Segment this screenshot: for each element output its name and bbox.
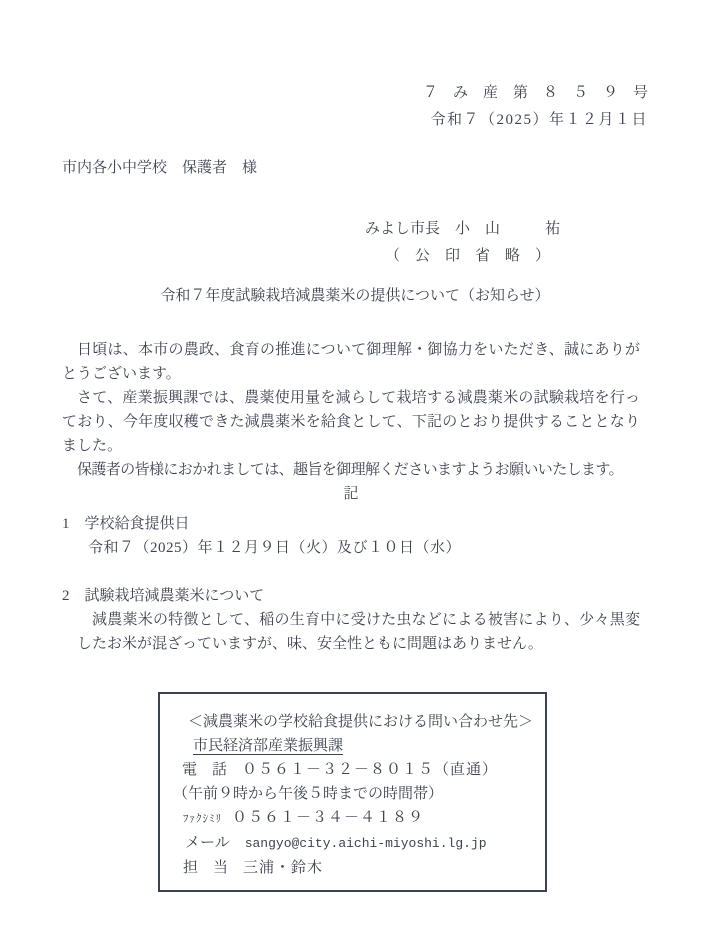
section-2-body: 減農薬米の特徴として、稲の生育中に受けた虫などによる被害により、少々黒変したお米が混ざっていますが、味、安全性ともに問題はありません。	[77, 612, 640, 652]
section-1-heading: 1 学校給食提供日	[62, 516, 190, 532]
contact-phone-row	[182, 758, 537, 782]
section-2-heading: 2 試験栽培減農薬米について	[62, 588, 265, 604]
fax-label: ﾌｧｸｼﾐﾘ	[183, 813, 222, 825]
staff-names: 三浦・鈴木	[243, 860, 324, 876]
phone-label: 電 話	[182, 762, 228, 778]
contact-box-title: ＜減農薬米の学校給食提供における問い合わせ先＞	[188, 714, 534, 730]
record-marker: 記	[343, 486, 359, 502]
contact-box	[158, 692, 547, 892]
addressee-line: 市内各小中学校 保護者 様	[62, 160, 258, 176]
document-header	[62, 80, 648, 134]
email-address: sangyo@city.aichi-miyoshi.lg.jp	[244, 836, 487, 851]
section-school-lunch-date	[62, 512, 648, 560]
contact-department: 市民経済部産業振興課	[193, 738, 344, 754]
sender-block	[365, 216, 648, 270]
seal-omitted-note: （ 公 印 省 略 ）	[385, 248, 551, 264]
section-rice-info	[62, 584, 648, 656]
paragraph-main: さて、産業振興課では、農薬使用量を減らして栽培する減農薬米の試験栽培を行っており、今年度収穫できた減農薬米を給食として、下記のとおり提供することとなりました。	[62, 390, 640, 454]
paragraph-request: 保護者の皆様におかれましては、趣旨を御理解くださいますようお願いいたします。	[77, 462, 624, 478]
paragraph-greeting: 日頃は、本市の農政、食育の推進について御理解・御協力をいただき、誠にありがとうございます。	[62, 342, 640, 382]
staff-label: 担 当	[183, 860, 229, 876]
phone-number: ０５６１－３２－８０１５（直通）	[242, 762, 499, 778]
sender-name: みよし市長 小 山 祐	[365, 221, 561, 237]
contact-hours-note: （午前９時から午後５時までの時間帯）	[173, 786, 444, 802]
section-1-dates: 令和７（2025）年１２月９日（火）及び１０日（水）	[88, 540, 462, 556]
document-number: ７ み 産 第 ８ ５ ９ 号	[422, 85, 648, 101]
document-date: 令和７（2025）年１２月１日	[430, 112, 648, 128]
fax-number: ０５６１－３４－４１８９	[232, 810, 425, 826]
document-title: 令和７年度試験栽培減農薬米の提供について（お知らせ）	[160, 288, 550, 304]
body-text	[62, 338, 648, 506]
email-label: メール	[185, 835, 230, 851]
contact-fax-row	[183, 806, 537, 831]
contact-staff-row	[183, 856, 537, 880]
contact-email-row	[185, 831, 537, 856]
